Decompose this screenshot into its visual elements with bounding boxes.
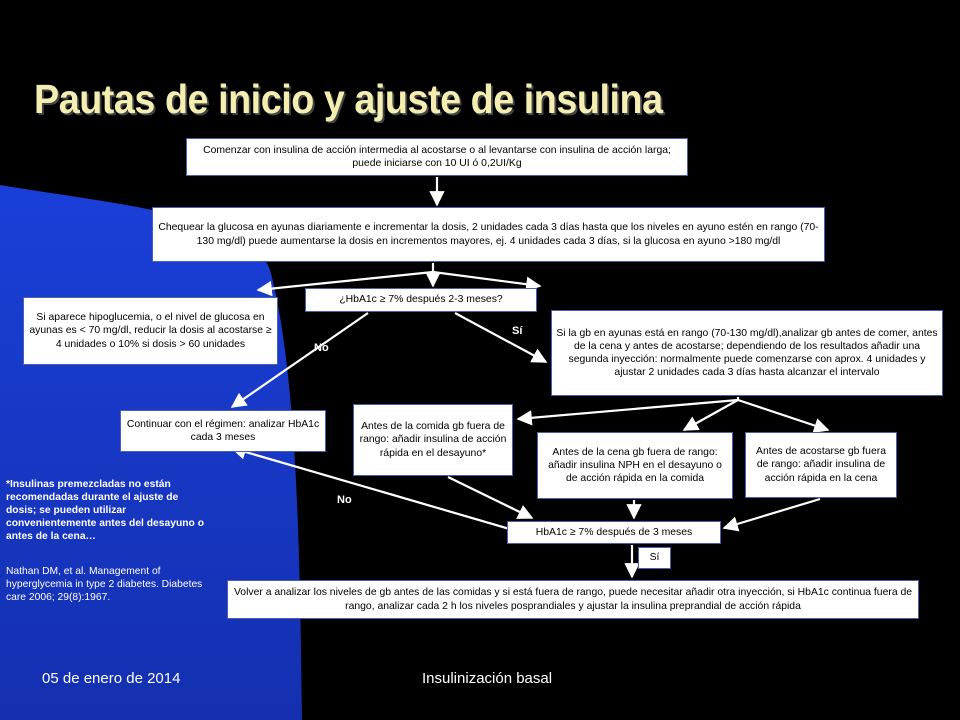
final-box: Volver a analizar los niveles de gb antes de las comidas y si está fuera de rango, puede necesitar añadir otra inyección, si HbA1c continua fuera de rango, analizar cada 2 h los niveles posprandiales y ajustar la insulina preprandial de acción rápida (227, 580, 919, 619)
yes-box: Sí (638, 547, 671, 569)
reference-note: Nathan DM, et al. Management of hyperglycemia in type 2 diabetes. Diabetes care 2006; 29(8):1967. (6, 566, 203, 604)
start-insulin-box: Comenzar con insulina de acción intermedia al acostarse o al levantarse con insulina de acción larga; puede iniciarse con 10 UI ó 0,2UI/Kg (186, 138, 688, 176)
premixed-insulin-note: *Insulinas premezcladas no están recomendadas durante el ajuste de dosis; se pueden utilizar convenientemente antes del desayuno o antes de la cena… (6, 479, 204, 543)
no-label-2: No (337, 494, 352, 506)
hba1c-question-box: ¿HbA1c ≥ 7% después 2-3 meses? (305, 288, 537, 312)
before-lunch-box: Antes de la comida gb fuera de rango: añadir insulina de acción rápida en el desayuno* (353, 404, 513, 476)
before-dinner-box: Antes de la cena gb fuera de rango: añadir insulina NPH en el desayuno o de acción rápida en la comida (537, 432, 733, 499)
yes-label-1: Sí (512, 325, 523, 337)
slide-title: Pautas de inicio y ajuste de insulina (34, 76, 663, 122)
in-range-box: Si la gb en ayunas está en rango (70-130 mg/dl),analizar gb antes de comer, antes de la cena y antes de acostarse; dependiendo de los resultados añadir una segunda inyección: normalmente puede comenzarse con aprox. 4 unidades y ajustar 2 unidades cada 3 días hasta alcanzar el intervalo (551, 310, 943, 396)
no-label-1: No (314, 342, 329, 354)
hypoglycemia-box: Si aparece hipoglucemia, o el nivel de glucosa en ayunas es < 70 mg/dl, reducir la dosis al acostarse ≥ 4 unidades o 10% si dosis > 60 unidades (23, 297, 278, 365)
footer-topic: Insulinización basal (422, 670, 553, 687)
bedtime-box: Antes de acostarse gb fuera de rango: añadir insulina de acción rápida en la cena (745, 432, 897, 498)
continue-regimen-box: Continuar con el régimen: analizar HbA1c cada 3 meses (120, 410, 326, 452)
check-glucose-box: Chequear la glucosa en ayunas diariamente e incrementar la dosis, 2 unidades cada 3 días hasta que los niveles en ayuno estén en rango (70-130 mg/dl) puede aumentarse la dosis en incrementos mayores, ej. 4 unidades cada 3 días, si la glucosa en ayuno >180 mg/dl (152, 207, 825, 262)
footer-date: 05 de enero de 2014 (42, 670, 181, 687)
hba1c-3-months-box: HbA1c ≥ 7% después de 3 meses (507, 521, 721, 544)
